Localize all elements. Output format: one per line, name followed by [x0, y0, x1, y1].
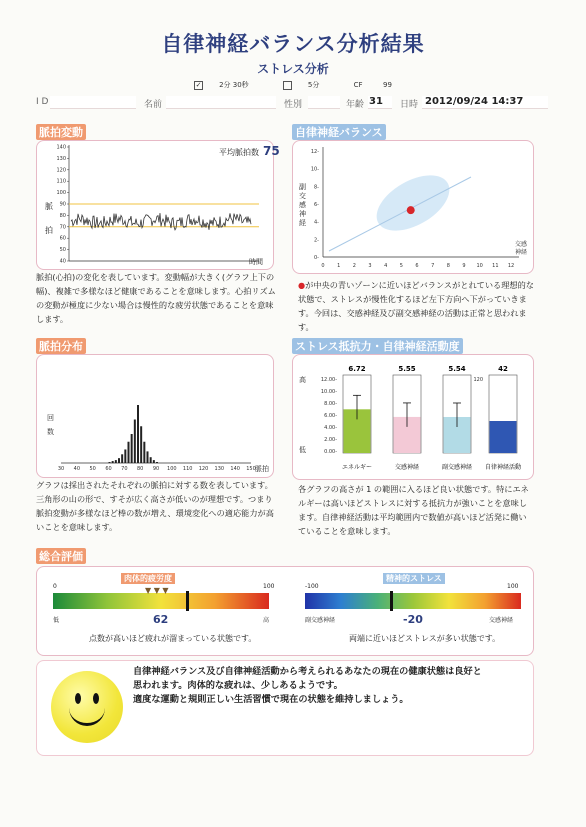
balance-y-tick: 6-	[314, 202, 319, 208]
page-title: 自律神経バランス分析結果	[161, 32, 425, 56]
stress-y-tick: 6.00-	[324, 413, 337, 419]
pulse-y-tick: 130	[56, 155, 66, 162]
balance-y-tick: 10-	[310, 166, 319, 173]
stress-activity-top-tick: 120	[473, 377, 483, 383]
option-duration-short[interactable]: ✓ 2分 30秒	[195, 80, 249, 89]
date-label: 日時	[400, 100, 419, 110]
distribution-bar	[131, 434, 133, 463]
stress-bar-value: 42	[498, 365, 508, 373]
summary-heading: 総合評価	[36, 548, 86, 564]
distribution-bar	[128, 442, 130, 463]
age-value: 31	[369, 96, 383, 107]
avg-pulse-value: 75	[263, 144, 280, 158]
stress-right-label: 交感神経	[489, 617, 514, 624]
comment-line-3: 適度な運動と規則正しい生活習慣で現在の状態を維持しましょう。	[133, 694, 409, 705]
distribution-x-tick: 30	[57, 466, 65, 472]
stress-chart-panel	[292, 354, 534, 480]
stress-high-label: 高	[299, 376, 306, 384]
distribution-bar	[115, 460, 117, 463]
balance-x-tick: 9	[462, 263, 466, 269]
age-label: 年齢	[346, 100, 365, 110]
comment-panel	[36, 660, 534, 756]
distribution-bar	[118, 458, 120, 463]
page-subtitle: ストレス分析	[257, 62, 329, 76]
pulse-heading: 脈拍変動	[36, 124, 86, 140]
name-field[interactable]	[166, 96, 276, 109]
balance-x-tick: 6	[415, 263, 419, 269]
balance-description: ●が中央の青いゾーンに近いほどバランスがとれている理想的な状態で、ストレスが慢性化するほど左下方向へ下がっていきます。今回は、交感神経及び副交感神経の活動は正常と思われます。	[298, 280, 534, 332]
checkbox-icon[interactable]	[283, 81, 292, 90]
pulse-series-line	[71, 213, 251, 230]
distribution-bar	[112, 461, 114, 463]
stress-bar-label: 自律神経活動	[484, 464, 522, 471]
stress-max: 100	[507, 583, 519, 590]
stress-min: -100	[305, 583, 319, 590]
distribution-bar	[150, 457, 152, 463]
distribution-ylabel-2: 数	[47, 428, 54, 436]
id-label: I D	[36, 97, 49, 107]
stress-y-tick: 10.00-	[320, 389, 337, 395]
sex-field[interactable]	[308, 96, 340, 109]
fatigue-arrows-icon: ▼ ▼ ▼	[145, 586, 169, 595]
pulse-y-tick: 50	[59, 247, 66, 254]
distribution-x-tick: 150	[246, 466, 256, 472]
fatigue-description: 点数が高いほど疲れが溜まっている状態です。	[89, 634, 257, 643]
pulse-chart-panel	[36, 140, 280, 270]
balance-xlabel: 交感神経	[515, 241, 528, 256]
stress-left-label: 副交感神経	[305, 617, 336, 624]
distribution-bar	[156, 462, 158, 463]
fatigue-low-label: 低	[53, 617, 60, 624]
pulse-y-tick: 140	[56, 144, 66, 151]
distribution-x-tick: 90	[152, 466, 160, 472]
balance-y-tick: 8-	[314, 184, 319, 191]
stress-y-tick: 12.00-	[320, 377, 337, 383]
distribution-chart	[37, 355, 273, 477]
mental-stress-value: -20	[403, 613, 423, 626]
mental-stress-marker	[390, 591, 393, 611]
distribution-bar	[137, 405, 139, 463]
distribution-description: グラフは採出されたそれぞれの脈拍に対する数を表しています。三角形の山の形で、すそが広く高さが低いのが理想です。つまり脈拍変動が多様なほど棒の数が増え、環境変化への適応能力が高いことを意味します。	[36, 480, 274, 532]
stress-bar-value: 6.72	[348, 365, 366, 373]
distribution-bar	[121, 454, 123, 463]
option-duration-long[interactable]: 5分	[275, 81, 327, 89]
fatigue-value: 62	[153, 613, 169, 626]
balance-x-tick: 8	[446, 263, 450, 269]
distribution-ylabel-1: 回	[47, 414, 54, 422]
balance-ylabel: 副交感神経	[299, 183, 306, 227]
sex-label: 性別	[284, 100, 303, 110]
mental-stress-description: 両端に近いほどストレスが多い状態です。	[349, 634, 501, 643]
balance-y-tick: 12-	[310, 149, 319, 155]
mental-stress-label: 精神的ストレス	[383, 573, 445, 584]
fatigue-gauge	[53, 593, 269, 609]
stress-heading: ストレス抵抗力・自律神経活動度	[292, 338, 463, 354]
avg-pulse-label: 平均脈拍数	[219, 148, 259, 157]
balance-ideal-zone	[367, 164, 458, 242]
option-cf: CF 99	[353, 81, 392, 89]
stress-bar-label: エネルギー	[341, 464, 373, 471]
balance-x-tick: 1	[337, 263, 341, 269]
balance-x-tick: 11	[492, 263, 499, 269]
distribution-chart-panel	[36, 354, 274, 478]
distribution-bar	[147, 451, 149, 463]
distribution-heading: 脈拍分布	[36, 338, 86, 354]
distribution-x-tick: 70	[121, 466, 128, 472]
smiley-face-icon	[51, 671, 123, 743]
pulse-y-tick: 120	[56, 167, 66, 174]
distribution-x-tick: 140	[230, 466, 240, 472]
distribution-x-tick: 60	[105, 466, 112, 472]
balance-y-tick: 2-	[314, 237, 319, 244]
fatigue-min: 0	[53, 583, 57, 590]
balance-y-tick: 4-	[314, 219, 319, 226]
comment-line-1: 自律神経バランス及び自律神経活動から考えられるあなたの現在の健康状態は良好と	[133, 666, 482, 677]
subject-info-row	[36, 96, 550, 110]
balance-x-tick: 7	[431, 263, 435, 269]
balance-x-tick: 2	[352, 263, 356, 269]
stress-low-label: 低	[299, 446, 306, 454]
name-label: 名前	[144, 100, 163, 110]
balance-x-tick: 12	[507, 263, 515, 269]
stress-y-tick: 4.00-	[324, 425, 337, 431]
id-field[interactable]	[50, 96, 136, 109]
stress-y-tick: 0.00-	[324, 449, 337, 455]
stress-description: 各グラフの高さが 1 の範囲に入るほど良い状態です。特にエネルギーは高いほどストレスに対する抵抗力が強いことを意味します。自律神経活動は平均範囲内で数値が高いほど活発に働いていることを意味します。	[298, 484, 529, 536]
balance-x-tick: 4	[384, 263, 388, 269]
smiley-mouth	[69, 705, 105, 726]
comment-text	[133, 665, 527, 707]
balance-x-tick: 5	[399, 263, 403, 269]
pulse-y-tick: 110	[56, 178, 66, 185]
balance-data-point	[407, 206, 415, 214]
distribution-xlabel: 脈拍	[255, 465, 269, 473]
distribution-x-tick: 110	[182, 466, 193, 472]
pulse-y-tick: 70	[59, 224, 66, 231]
measurement-options	[0, 80, 586, 90]
pulse-y-tick: 90	[59, 201, 66, 208]
balance-chart	[293, 141, 533, 273]
balance-y-tick: 0-	[314, 255, 319, 261]
distribution-x-tick: 100	[167, 466, 177, 472]
fatigue-marker	[186, 591, 189, 611]
stress-chart	[293, 355, 533, 479]
distribution-bar	[153, 460, 155, 463]
summary-panel	[36, 566, 534, 656]
distribution-bar	[140, 426, 142, 463]
stress-y-tick: 8.00-	[324, 401, 337, 407]
distribution-bar	[124, 449, 126, 463]
balance-heading: 自律神経バランス	[292, 124, 386, 140]
balance-x-tick: 3	[368, 263, 372, 269]
pulse-xlabel: 時間	[249, 258, 263, 266]
stress-bar-label: 交感神経	[394, 464, 420, 471]
checkbox-checked-icon[interactable]: ✓	[195, 80, 202, 89]
mental-stress-gauge	[305, 593, 521, 609]
fatigue-high-label: 高	[263, 617, 270, 624]
pulse-y-tick: 80	[59, 212, 66, 219]
balance-x-tick: 10	[476, 263, 483, 269]
stress-bar-value: 5.54	[448, 365, 466, 373]
balance-x-tick: 0	[321, 263, 325, 269]
pulse-ylabel-2: 拍	[45, 226, 53, 235]
comment-line-2: 思われます。肉体的な疲れは、少しあるようです。	[133, 680, 343, 691]
stress-bar-label: 副交感神経	[441, 464, 473, 471]
smiley-left-eye	[75, 693, 81, 704]
pulse-description: 脈拍(心拍)の変化を表しています。変動幅が大きく(グラフ上下の幅)、複雑で多様なほど健康であることを意味します。心拍リズムの変動が極度に少ない場合は慢性的な疲労状態であることを意味します。	[36, 272, 276, 324]
stress-bar-value: 5.55	[398, 365, 416, 373]
fatigue-max: 100	[263, 583, 275, 590]
distribution-x-tick: 80	[136, 466, 144, 472]
distribution-bar	[143, 442, 145, 463]
pulse-y-tick: 100	[56, 190, 66, 197]
distribution-x-tick: 40	[73, 466, 81, 472]
distribution-x-tick: 130	[214, 466, 225, 472]
pulse-y-tick: 40	[59, 258, 66, 265]
date-value: 2012/09/24 14:37	[425, 96, 524, 107]
balance-bullet-icon: ●	[298, 280, 306, 290]
distribution-x-tick: 120	[198, 466, 209, 472]
distribution-bar	[109, 462, 111, 463]
distribution-x-tick: 50	[89, 466, 96, 472]
pulse-y-tick: 60	[59, 235, 66, 242]
balance-chart-panel	[292, 140, 534, 274]
fatigue-label: 肉体的疲労度	[121, 573, 175, 584]
distribution-bar	[134, 420, 136, 464]
stress-y-tick: 2.00-	[324, 437, 337, 443]
smiley-right-eye	[93, 693, 99, 704]
stress-bar-fill-lower	[490, 421, 517, 453]
pulse-ylabel-1: 脈	[45, 202, 53, 211]
pulse-chart	[37, 141, 273, 269]
